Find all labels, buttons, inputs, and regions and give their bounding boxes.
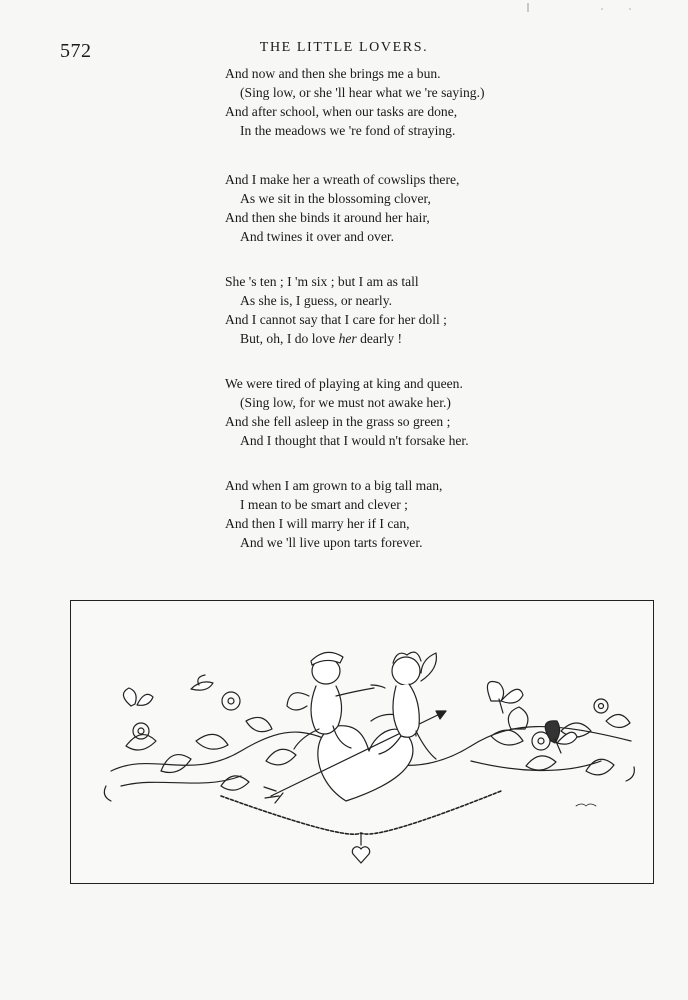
poem-line: And I thought that I would n't forsake her. <box>240 433 469 448</box>
poem-line-part: dearly ! <box>356 331 402 346</box>
scan-edge-marks <box>518 0 658 14</box>
emphasized-word: her <box>338 331 357 346</box>
butterfly <box>487 681 523 713</box>
stanza-2 <box>225 170 459 246</box>
poem-line: And I make her a wreath of cowslips there, <box>225 172 460 187</box>
poem-line: As she is, I guess, or nearly. <box>240 293 393 308</box>
page-number: 572 <box>60 40 92 62</box>
butterfly <box>545 721 577 753</box>
poem-line: I mean to be smart and clever ; <box>240 497 408 512</box>
stanza-5 <box>225 476 442 552</box>
illustration-frame <box>70 600 654 884</box>
stanza-3 <box>225 272 447 348</box>
poem-line: And then she binds it around her hair, <box>225 210 430 225</box>
poem-line: And then I will marry her if I can, <box>225 516 410 531</box>
poem-line: And when I am grown to a big tall man, <box>225 478 443 493</box>
stanza-1 <box>225 64 485 140</box>
poem-line: And twines it over and over. <box>240 229 395 244</box>
poem-line <box>225 329 447 348</box>
poem-line: (Sing low, or she 'll hear what we 're saying.) <box>240 85 485 100</box>
poem-line: And now and then she brings me a bun. <box>225 66 441 81</box>
heart-locket <box>352 833 369 863</box>
stanza-4 <box>225 374 469 450</box>
poem-line: As we sit in the blossoming clover, <box>240 191 431 206</box>
poem-line: And I cannot say that I care for her doll ; <box>225 312 447 327</box>
running-title: THE LITTLE LOVERS. <box>259 40 429 55</box>
poem-line: She 's ten ; I 'm six ; but I am as tall <box>225 274 419 289</box>
poem-line: We were tired of playing at king and queen. <box>225 376 463 391</box>
poem-line: And after school, when our tasks are done, <box>225 104 458 119</box>
poem-line: And she fell asleep in the grass so green ; <box>225 414 451 429</box>
poem-line: In the meadows we 're fond of straying. <box>240 123 456 138</box>
cupids-garland-illustration <box>71 601 655 885</box>
poem-line: (Sing low, for we must not awake her.) <box>240 395 451 410</box>
cupid-sailor <box>287 652 385 749</box>
bird <box>191 675 213 690</box>
poem-line-part: But, oh, I do love <box>240 331 339 346</box>
poem-line: And we 'll live upon tarts forever. <box>240 535 423 550</box>
chain <box>221 791 501 834</box>
butterfly <box>123 688 153 706</box>
